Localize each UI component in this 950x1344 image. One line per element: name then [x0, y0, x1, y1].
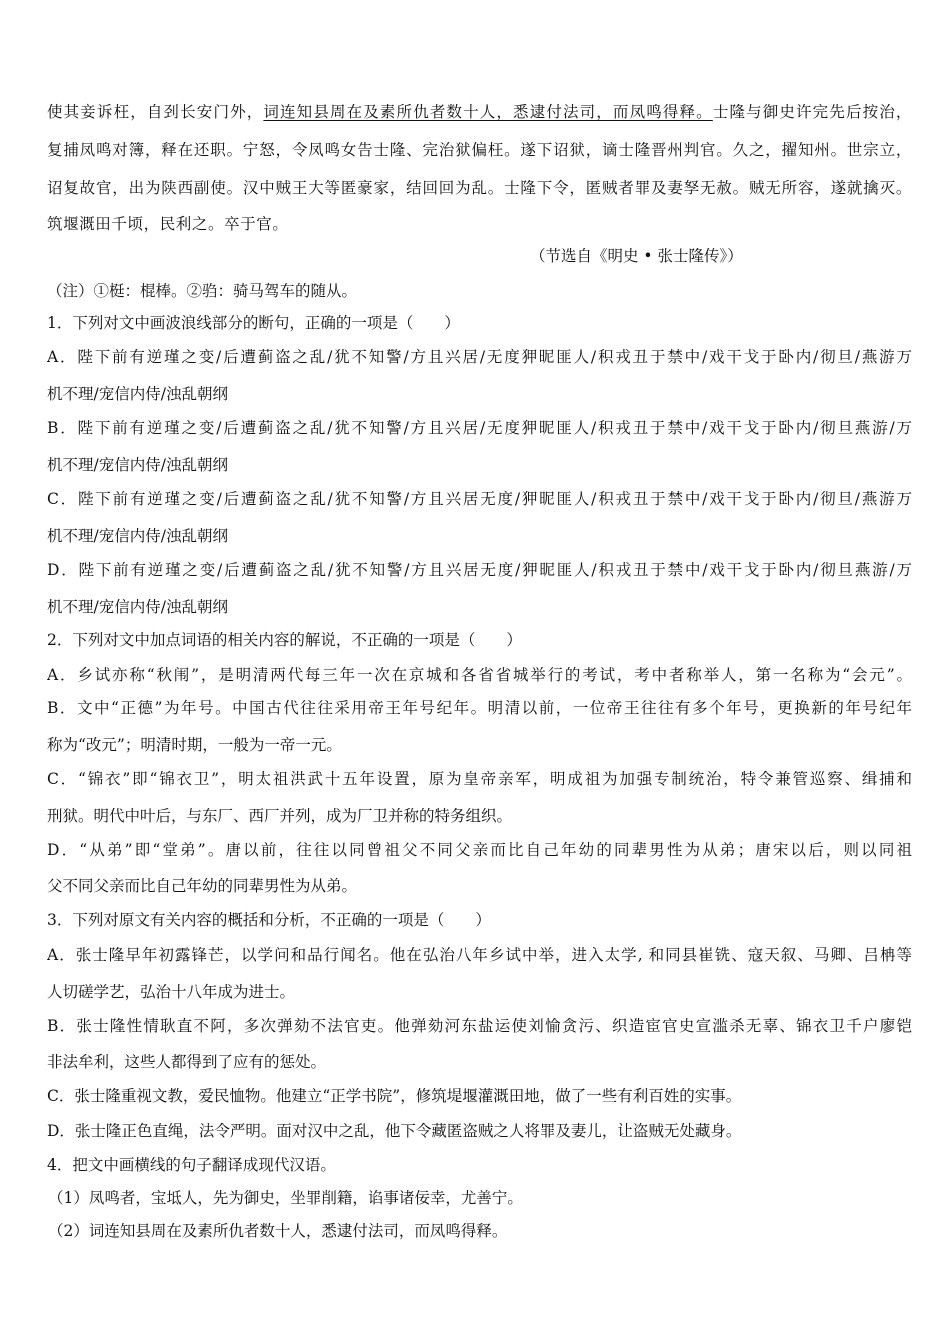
question-3-option-b-cont: 非法牟利，这些人都得到了应有的惩处。 — [47, 1053, 327, 1071]
question-1-option-c: C．陛下前有逆瑾之变/后遭蓟盗之乱/犹不知警/方且兴居无度/狎昵匪人/积戎丑于禁中/戏干戈于卧内/彻旦/燕游万 — [47, 490, 912, 508]
question-1-option-b-cont: 机不理/宠信内侍/浊乱朝纲 — [47, 456, 228, 474]
question-4-item-1: （1）凤鸣者，宝坻人，先为御史，坐罪削籍，谄事诸佞幸，尤善宁。 — [48, 1189, 523, 1207]
underlined-sentence: 词连知县周在及素所仇者数十人，悉逮付法司，而凤鸣得释。 — [263, 103, 713, 121]
passage-line-2: 复捕凤鸣对簿，释在还职。宁怒，令凤鸣女告士隆、完治狱偏枉。遂下诏狱，谪士隆晋州判官。久之，擢知州。世宗立， — [47, 141, 912, 159]
passage-text: 使其妾诉枉，自刭长安门外， — [47, 103, 264, 121]
question-1-option-b: B．陛下前有逆瑾之变/后遭蓟盗之乱/犹不知警/方且兴居/无度狎昵匪人/积戎丑于禁中/戏干戈于卧内/彻旦燕游/万 — [47, 419, 912, 437]
question-1-option-d: D．陛下前有逆瑾之变/后遭蓟盗之乱/犹不知警/方且兴居无度/狎昵匪人/积戎丑于禁中/戏干戈于卧内/彻旦燕游/万 — [47, 561, 912, 579]
question-3-option-a: A．张士隆早年初露锋芒，以学问和品行闻名。他在弘治八年乡试中举，进入太学, 和同县崔铣、寇天叙、马卿、吕柟等 — [47, 946, 912, 964]
passage-note: （注）①梃：棍棒。②驺：骑马驾车的随从。 — [47, 282, 358, 300]
question-2-option-a: A．乡试亦称“秋闱”，是明清两代每三年一次在京城和各省省城举行的考试，考中者称举人，第一名称为“会元”。 — [47, 666, 912, 684]
question-3-stem: 3．下列对原文有关内容的概括和分析，不正确的一项是（ ） — [47, 911, 491, 929]
question-3-option-c: C．张士隆重视文教，爱民恤物。他建立“正学书院”，修筑堤堰灌溉田地，做了一些有利百姓的实事。 — [47, 1087, 742, 1105]
question-4-item-2: （2）词连知县周在及素所仇者数十人，悉逮付法司，而凤鸣得释。 — [48, 1222, 508, 1240]
question-2-option-c-cont: 刑狱。明代中叶后，与东厂、西厂并列，成为厂卫并称的特务组织。 — [47, 807, 513, 825]
question-1-option-d-cont: 机不理/宠信内侍/浊乱朝纲 — [47, 598, 228, 616]
question-1-option-a: A．陛下前有逆瑾之变/后遭蓟盗之乱/犹不知警/方且兴居/无度狎昵匪人/积戎丑于禁中/戏干戈于卧内/彻旦/燕游万 — [47, 348, 912, 366]
question-2-option-d-cont: 父不同父亲而比自己年幼的同辈男性为从弟。 — [47, 877, 358, 895]
passage-line-1 — [47, 102, 912, 122]
question-2-option-b: B．文中“正德”为年号。中国古代往往采用帝王年号纪年。明清以前，一位帝王往往有多个年号，更换新的年号纪年 — [47, 699, 912, 717]
question-2-option-d: D．“从弟”即“堂弟”。唐以前，往往以同曾祖父不同父亲而比自己年幼的同辈男性为从弟；唐宋以后，则以同祖 — [47, 841, 912, 859]
question-3-option-b: B．张士隆性情耿直不阿，多次弹劾不法官吏。他弹劾河东盐运使刘愉贪污、织造宦官史宣滥杀无辜、锦衣卫千户廖铠 — [47, 1017, 912, 1035]
passage-source: （节选自《明史 • 张士隆传》） — [530, 247, 743, 265]
question-3-option-a-cont: 人切磋学艺，弘治十八年成为进士。 — [47, 983, 296, 1001]
passage-text: 士隆与御史许完先后按治， — [712, 103, 912, 121]
question-2-option-c: C．“锦衣”即“锦衣卫”，明太祖洪武十五年设置，原为皇帝亲军，明成祖为加强专制统治，特令兼管巡察、缉捕和 — [47, 770, 912, 788]
question-4-stem: 4．把文中画横线的句子翻译成现代汉语。 — [47, 1156, 336, 1174]
question-3-option-d: D．张士隆正色直绳，法令严明。面对汉中之乱，他下令藏匿盗贼之人将罪及妻儿，让盗贼无处藏身。 — [47, 1122, 742, 1140]
question-2-stem: 2．下列对文中加点词语的相关内容的解说，不正确的一项是（ ） — [47, 631, 522, 649]
question-2-option-b-cont: 称为“改元”；明清时期，一般为一帝一元。 — [47, 736, 342, 754]
question-1-option-a-cont: 机不理/宠信内侍/浊乱朝纲 — [47, 385, 228, 403]
passage-line-3: 诏复故官，出为陕西副使。汉中贼王大等匿豪家，结回回为乱。士隆下令，匿贼者罪及妻孥无赦。贼无所容，遂就擒灭。 — [47, 179, 912, 197]
passage-line-4: 筑堰溉田千顷，民利之。卒于官。 — [47, 215, 289, 233]
question-1-option-c-cont: 机不理/宠信内侍/浊乱朝纲 — [47, 527, 228, 545]
question-1-stem: 1．下列对文中画波浪线部分的断句，正确的一项是（ ） — [47, 314, 460, 332]
